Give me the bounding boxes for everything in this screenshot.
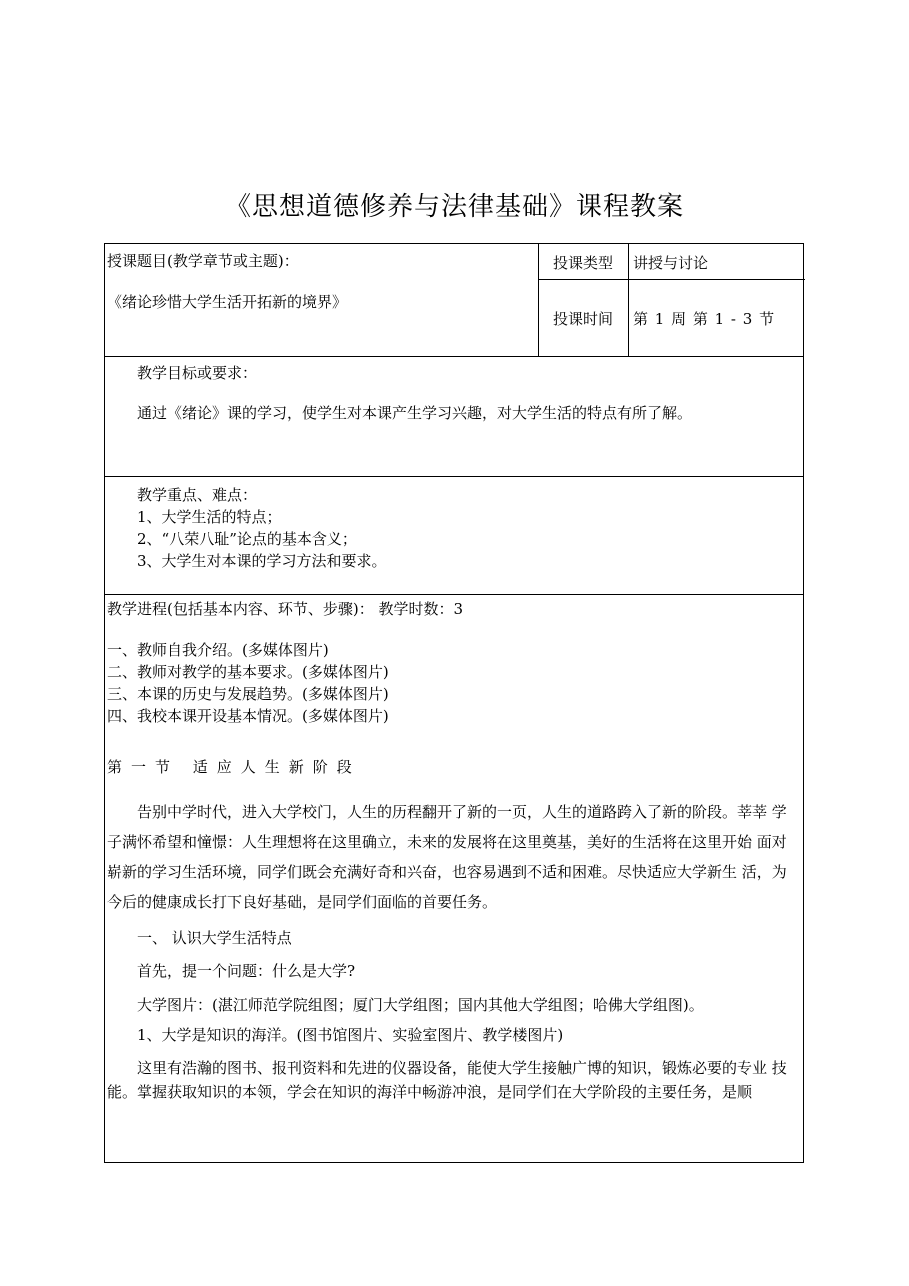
objectives-label: 教学目标或要求：: [137, 364, 258, 382]
row-divider-3: [105, 594, 803, 595]
page-title: 《思想道德修养与法律基础》课程教案: [224, 192, 684, 222]
process-step: 三、本课的历史与发展趋势。(多媒体图片): [107, 685, 389, 703]
col-divider-2: [628, 244, 629, 356]
key-points-label: 教学重点、难点：: [137, 486, 258, 504]
pictures-text: 大学图片：(湛江师范学院组图；厦门大学组图；国内其他大学组图；哈佛大学组图)。: [137, 996, 704, 1014]
process-step: 二、教师对教学的基本要求。(多媒体图片): [107, 663, 389, 681]
point-1-heading: 1、大学是知识的海洋。(图书馆图片、实验室图片、教学楼图片): [137, 1026, 564, 1044]
process-label: 教学进程(包括基本内容、环节、步骤)： 教学时数：3: [107, 600, 464, 618]
type-label: 投课类型: [552, 254, 613, 272]
sub-heading: 一、 认识大学生活特点: [137, 929, 292, 947]
objectives-text: 通过《绪论》课的学习，使学生对本课产生学习兴趣，对大学生活的特点有所了解。: [137, 404, 693, 422]
section-title: 第一节 适应人生新阶段: [107, 758, 361, 776]
type-value: 讲授与讨论: [633, 254, 709, 272]
topic-value: 《绪论珍惜大学生活开拓新的境界》: [107, 293, 348, 311]
time-value: 第 1 周 第 1 - 3 节: [633, 310, 775, 328]
intro-paragraph: 告别中学时代，进入大学校门，人生的历程翻开了新的一页，人生的道路跨入了新的阶段。莘莘 学子满怀希望和憧憬：人生理想将在这里确立，未来的发展将在这里奠基，美好的生活将在这里开始 面对崭新的学习生活环境，同学们既会充满好奇和兴奋，也容易遇到不适和困难。尽快适应大学新生 活，为今后的健康成长打下良好基础，是同学们面临的首要任务。: [107, 803, 787, 911]
key-point-item: 1、大学生活的特点；: [137, 508, 282, 526]
row-divider-1: [105, 356, 803, 357]
question-text: 首先，提一个问题：什么是大学?: [137, 962, 356, 980]
process-steps: [107, 639, 389, 727]
process-step: 一、教师自我介绍。(多媒体图片): [107, 641, 329, 659]
key-point-item: 3、大学生对本课的学习方法和要求。: [137, 552, 387, 570]
key-point-item: 2、“八荣八耻”论点的基本含义；: [137, 530, 357, 548]
row-divider-2: [105, 476, 803, 477]
process-step: 四、我校本课开设基本情况。(多媒体图片): [107, 707, 389, 725]
key-points: [137, 484, 387, 572]
point-1-text: 这里有浩瀚的图书、报刊资料和先进的仪器设备，能使大学生接触广博的知识，锻炼必要的专业 技能。掌握获取知识的本领，学会在知识的海洋中畅游冲浪，是同学们在大学阶段的主要任务，是顺: [107, 1059, 787, 1101]
time-label: 投课时间: [552, 310, 613, 328]
lesson-plan-table: [104, 243, 804, 1163]
topic-label: 授课题目(教学章节或主题)：: [107, 252, 299, 270]
header-divider: [538, 279, 805, 280]
